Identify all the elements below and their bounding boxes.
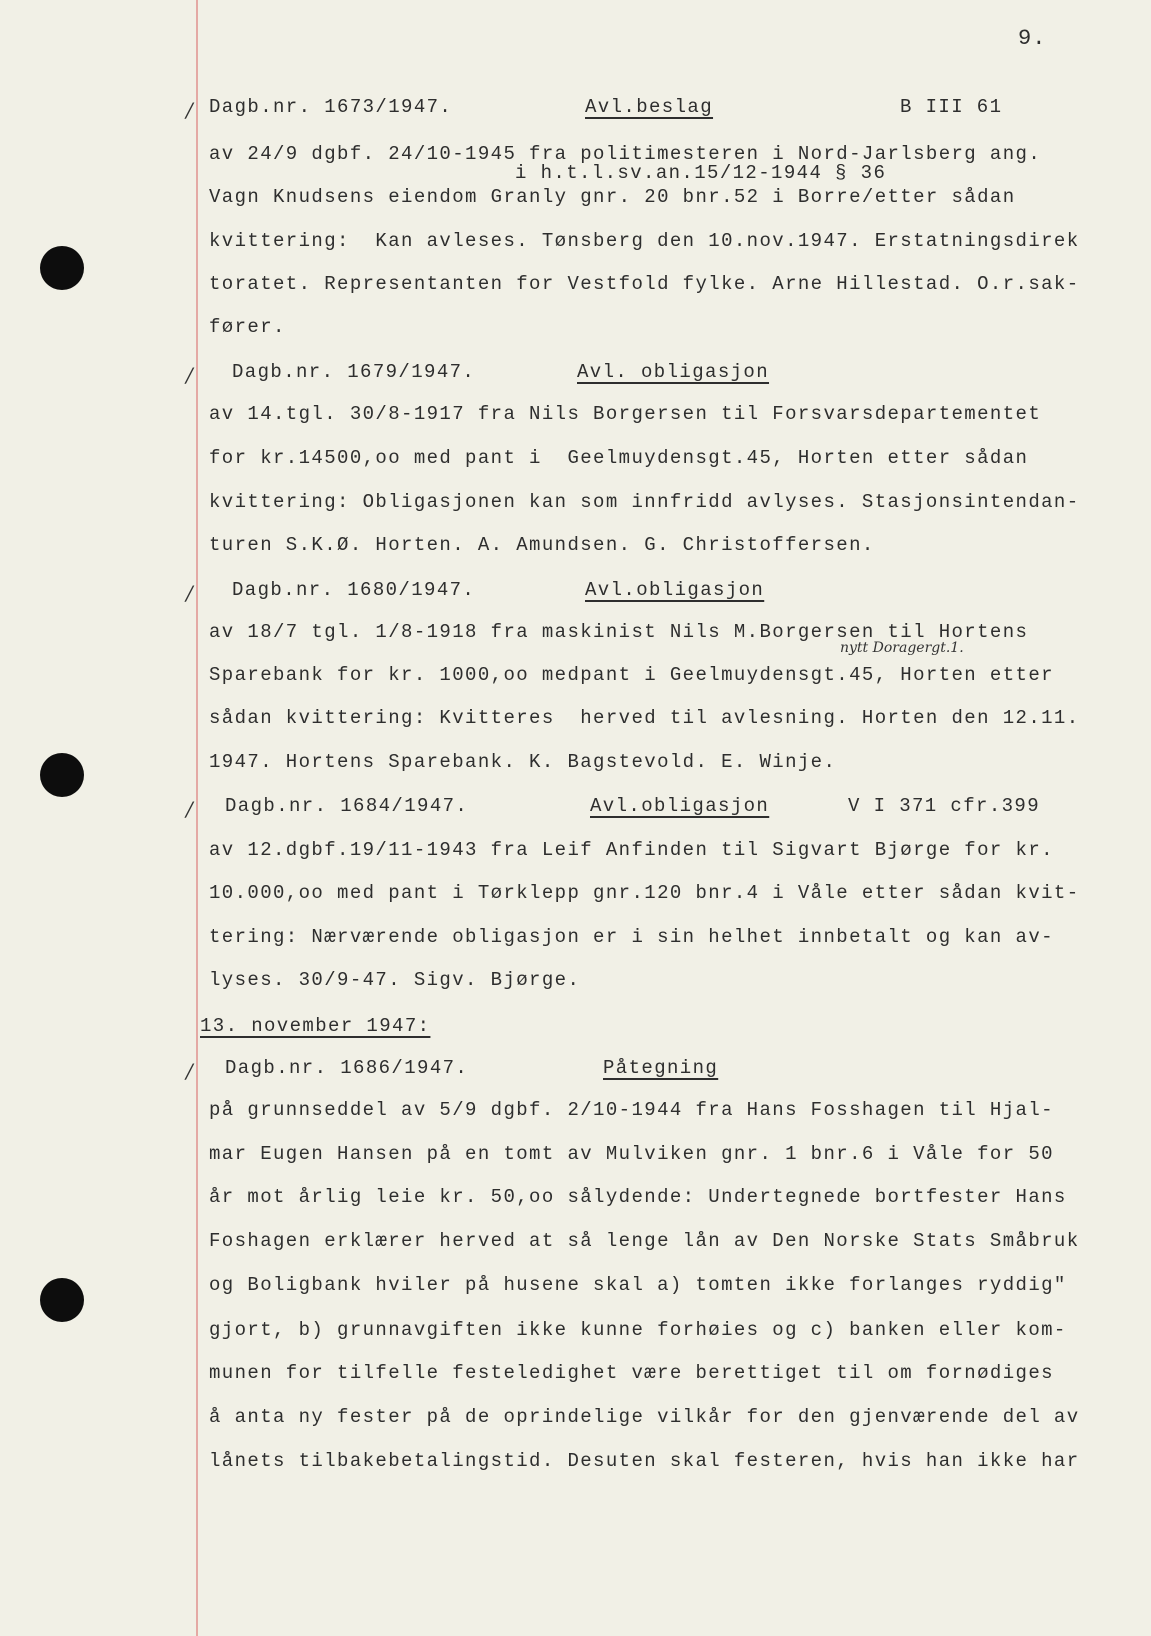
red-margin-line xyxy=(196,0,198,1636)
text-line: kvittering: Kan avleses. Tønsberg den 10.nov.1947. Erstatningsdirek xyxy=(209,230,1080,252)
punch-hole xyxy=(40,753,84,797)
punch-hole xyxy=(40,1278,84,1322)
text-line: 10.000,oo med pant i Tørklepp gnr.120 bnr.4 i Våle etter sådan kvit- xyxy=(209,882,1080,904)
text-line: av 18/7 tgl. 1/8-1918 fra maskinist Nils M.Borgersen til Hortens xyxy=(209,621,1029,643)
text-line: for kr.14500,oo med pant i Geelmuydensgt.45, Horten etter sådan xyxy=(209,447,1029,469)
text-line: turen S.K.Ø. Horten. A. Amundsen. G. Christoffersen. xyxy=(209,534,875,556)
text-line: fører. xyxy=(209,316,286,338)
entry-ref: Dagb.nr. 1686/1947. xyxy=(225,1057,469,1079)
date-heading: 13. november 1947: xyxy=(200,1015,431,1037)
text-line: gjort, b) grunnavgiften ikke kunne forhøies og c) banken eller kom- xyxy=(209,1319,1067,1341)
entry-note: V I 371 cfr.399 xyxy=(848,795,1041,817)
text-line: å anta ny fester på de oprindelige vilkår for den gjenværende del av xyxy=(209,1406,1080,1428)
text-line: Sparebank for kr. 1000,oo medpant i Geelmuydensgt.45, Horten etter xyxy=(209,664,1054,686)
text-line: 1947. Hortens Sparebank. K. Bagstevold. E. Winje. xyxy=(209,751,837,773)
text-line: kvittering: Obligasjonen kan som innfridd avlyses. Stasjonsintendan- xyxy=(209,491,1080,513)
text-line: munen for tilfelle festeledighet være berettiget til om fornødiges xyxy=(209,1362,1054,1384)
text-line: på grunnseddel av 5/9 dgbf. 2/10-1944 fra Hans Fosshagen til Hjal- xyxy=(209,1099,1054,1121)
check-mark: / xyxy=(186,363,193,387)
text-line: mar Eugen Hansen på en tomt av Mulviken gnr. 1 bnr.6 i Våle for 50 xyxy=(209,1143,1054,1165)
entry-ref: Dagb.nr. 1679/1947. xyxy=(232,361,476,383)
text-line: i h.t.l.sv.an.15/12-1944 § 36 xyxy=(515,162,887,184)
text-line: Foshagen erklærer herved at så lenge lån av Den Norske Stats Småbruk xyxy=(209,1230,1080,1252)
entry-ref: Dagb.nr. 1684/1947. xyxy=(225,795,469,817)
entry-title: Avl. obligasjon xyxy=(577,361,770,383)
text-line: toratet. Representanten for Vestfold fylke. Arne Hillestad. O.r.sak- xyxy=(209,273,1080,295)
entry-title: Avl.obligasjon xyxy=(585,579,765,601)
entry-ref: Dagb.nr. 1680/1947. xyxy=(232,579,476,601)
text-line: lånets tilbakebetalingstid. Desuten skal festeren, hvis han ikke har xyxy=(209,1450,1080,1472)
text-line: av 14.tgl. 30/8-1917 fra Nils Borgersen til Forsvarsdepartementet xyxy=(209,403,1042,425)
text-line: og Boligbank hviler på husene skal a) tomten ikke forlanges ryddig" xyxy=(209,1274,1067,1296)
text-line: tering: Nærværende obligasjon er i sin helhet innbetalt og kan av- xyxy=(209,926,1054,948)
check-mark: / xyxy=(186,98,193,122)
entry-note: B III 61 xyxy=(900,96,1003,118)
handwritten-note: nytt Doragergt.1. xyxy=(840,640,964,656)
check-mark: / xyxy=(186,581,193,605)
text-line: av 12.dgbf.19/11-1943 fra Leif Anfinden til Sigvart Bjørge for kr. xyxy=(209,839,1054,861)
entry-ref: Dagb.nr. 1673/1947. xyxy=(209,96,453,118)
text-line: Vagn Knudsens eiendom Granly gnr. 20 bnr.52 i Borre/etter sådan xyxy=(209,186,1016,208)
check-mark: / xyxy=(186,1059,193,1083)
entry-title: Påtegning xyxy=(603,1057,719,1079)
text-line: lyses. 30/9-47. Sigv. Bjørge. xyxy=(209,969,581,991)
text-line: år mot årlig leie kr. 50,oo sålydende: Undertegnede bortfester Hans xyxy=(209,1186,1067,1208)
entry-title: Avl.beslag xyxy=(585,96,714,118)
entry-title: Avl.obligasjon xyxy=(590,795,770,817)
text-line: sådan kvittering: Kvitteres herved til avlesning. Horten den 12.11. xyxy=(209,707,1080,729)
punch-hole xyxy=(40,246,84,290)
text-line: av 24/9 dgbf. 24/10-1945 fra politimesteren i Nord-Jarlsberg ang. xyxy=(209,143,1042,165)
page-number: 9. xyxy=(1018,26,1047,51)
check-mark: / xyxy=(186,797,193,821)
